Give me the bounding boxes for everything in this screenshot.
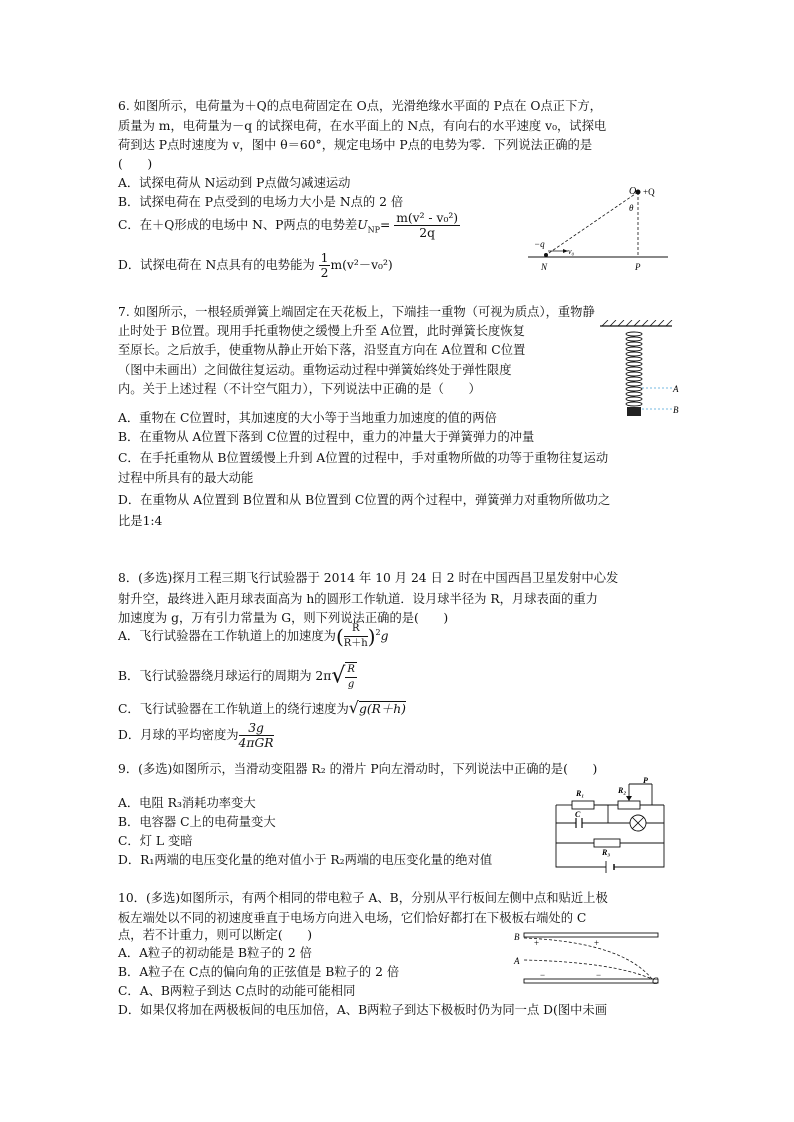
spring bbox=[626, 332, 642, 406]
q6-option-a: A．试探电荷从 N运动到 P点做匀减速运动 bbox=[118, 176, 351, 190]
q6-stem-line-3: 荷到达 P点时速度为 v，图中 θ＝60°，规定电场中 P点的电势为零．下列说法正确的是 bbox=[118, 138, 593, 152]
q6-option-c bbox=[118, 210, 460, 245]
label-r2: R₂ bbox=[618, 786, 627, 795]
q8-option-a-suffix: g bbox=[380, 629, 389, 644]
q8-option-d bbox=[118, 718, 274, 752]
q7-option-d-line-2: 比是1:4 bbox=[118, 514, 163, 528]
plus-sign-2: + bbox=[594, 938, 600, 948]
q7-stem-line-4: （图中未画出）之间做往复运动。重物运动过程中弹簧始终处于弹性限度 bbox=[118, 363, 512, 377]
q10-stem-line-3: 点，若不计重力，则可以断定( ) bbox=[118, 928, 313, 942]
q6-option-d-numerator: 1 bbox=[320, 251, 329, 265]
q8-option-c-text: C．飞行试验器在工作轨道上的绕行速度为 bbox=[118, 702, 349, 716]
q6-option-c-denominator: 2q bbox=[419, 226, 435, 240]
q6-option-c-sub: NP bbox=[367, 225, 380, 235]
label-v0: v₀ bbox=[568, 247, 575, 256]
label-o: O bbox=[629, 186, 637, 197]
q8-option-b-radical: √ bbox=[331, 663, 346, 689]
q7-option-d-line-1: D．在重物从 A位置到 B位置和从 B位置到 C位置的两个过程中，弹簧弹力对重物所做功之 bbox=[118, 493, 611, 507]
q8-option-d-numerator: 3g bbox=[239, 721, 274, 736]
label-c: C bbox=[652, 976, 659, 986]
q6-option-b: B．试探电荷在 P点受到的电场力大小是 N点的 2 倍 bbox=[118, 195, 404, 209]
q7-stem-line-5: 内。关于上述过程（不计空气阻力），下列说法中正确的是（ ） bbox=[118, 382, 481, 396]
label-minus-q: −q bbox=[534, 239, 545, 249]
point-charge-dot bbox=[636, 190, 641, 195]
rheostat-r2 bbox=[618, 801, 640, 809]
q8-option-a-text: A．飞行试验器在工作轨道上的加速度为 bbox=[118, 629, 336, 644]
ceiling-hatch bbox=[602, 320, 672, 326]
q6-option-d bbox=[118, 250, 393, 280]
q8-option-b-fraction bbox=[345, 662, 357, 692]
q8-option-b-numerator: R bbox=[345, 663, 357, 678]
label-theta: θ bbox=[629, 203, 634, 213]
q7-stem-line-2: 止时处于 B位置。现用手托重物使之缓慢上升至 A位置，此时弹簧长度恢复 bbox=[118, 324, 525, 338]
q6-figure bbox=[528, 180, 678, 276]
q8-stem-line-2: 射升空，最终进入距月球表面高为 h的圆形工作轨道．设月球半径为 R，月球表面的重力 bbox=[118, 592, 598, 606]
q6-option-d-text: D．试探电荷在 N点具有的电势能为 bbox=[118, 258, 315, 272]
q10-option-b: B．A粒子在 C点的偏向角的正弦值是 B粒子的 2 倍 bbox=[118, 965, 400, 979]
q8-option-a-fraction bbox=[344, 622, 368, 651]
q6-option-c-var: U bbox=[357, 218, 368, 232]
q8-option-b-text: B．飞行试验器绕月球运行的周期为 2π bbox=[118, 669, 332, 683]
q7-option-c-line-2: 过程中所具有的最大动能 bbox=[118, 471, 254, 485]
q8-option-d-fraction bbox=[239, 721, 274, 750]
q8-option-d-text: D．月球的平均密度为 bbox=[118, 728, 239, 742]
q7-option-b: B．在重物从 A位置下落到 C位置的过程中，重力的冲量大于弹簧弹力的冲量 bbox=[118, 430, 535, 444]
label-b: B bbox=[673, 405, 679, 415]
label-c: C bbox=[575, 810, 581, 819]
q7-option-a: A．重物在 C位置时，其加速度的大小等于当地重力加速度的值的两倍 bbox=[118, 411, 497, 425]
q9-stem: 9．(多选)如图所示，当滑动变阻器 R₂ 的滑片 P向左滑动时，下列说法中正确的是( ) bbox=[118, 762, 598, 776]
q8-option-a-exponent: 2 bbox=[375, 628, 381, 637]
label-a: A bbox=[514, 956, 520, 966]
q10-option-c: C．A、B两粒子到达 C点时的动能可能相同 bbox=[118, 984, 356, 998]
q8-option-b bbox=[118, 656, 357, 697]
minus-sign-1: − bbox=[540, 970, 546, 980]
minus-sign-2: − bbox=[596, 970, 602, 980]
q9-option-c: C．灯 L 变暗 bbox=[118, 834, 193, 848]
q8-stem-line-1: 8．(多选)探月工程三期飞行试验器于 2014 年 10 月 24 日 2 时在中国西昌卫星发射中心发 bbox=[118, 571, 619, 585]
q8-option-a-denominator: R＋h bbox=[343, 638, 368, 650]
q6-option-c-text: C．在＋Q形成的电场中 N、P两点的电势差 bbox=[118, 218, 358, 232]
q6-stem-line-2: 质量为 m，电荷量为－q 的试探电荷，在水平面上的 N点，有向右的水平速度 v₀，试探电 bbox=[118, 119, 607, 133]
q8-option-a-numerator: R bbox=[344, 622, 368, 637]
q7-option-c-line-1: C．在手托重物从 B位置缓慢上升到 A位置的过程中，手对重物所做的功等于重物往复运动 bbox=[118, 451, 609, 465]
q6-stem-line-1: 6. 如图所示，电荷量为＋Q的点电荷固定在 O点，光滑绝缘水平面的 P点在 O点正下方， bbox=[118, 99, 602, 113]
label-plus-q: +Q bbox=[643, 187, 655, 197]
test-charge-dot bbox=[544, 253, 548, 257]
label-r1: R₁ bbox=[576, 789, 585, 798]
oblique-dashed-line bbox=[546, 192, 638, 255]
label-a: A bbox=[673, 384, 679, 394]
q9-circuit bbox=[548, 777, 673, 875]
q8-option-c-radical: √ bbox=[348, 698, 359, 717]
q10-option-d: D．如果仅将加在两极板间的电压加倍，A、B两粒子到达下极板时仍为同一点 D(图中未画 bbox=[118, 1003, 608, 1017]
q6-option-c-eq: = bbox=[379, 218, 391, 232]
q6-option-d-denominator: 2 bbox=[320, 266, 329, 280]
q8-option-a-lparen: ( bbox=[335, 624, 344, 649]
plus-sign-1: + bbox=[534, 938, 540, 948]
q9-option-a: A．电阻 R₃消耗功率变大 bbox=[118, 796, 256, 810]
label-p: P bbox=[643, 777, 648, 785]
q6-stem-line-4: ( ) bbox=[118, 157, 153, 171]
q10-stem-line-2: 板左端处以不同的初速度垂直于电场方向进入电场，它们恰好都打在下极板右端处的 C bbox=[118, 911, 587, 925]
q8-option-d-denominator: 4πGR bbox=[238, 736, 274, 750]
q10-stem-line-1: 10．(多选)如图所示，有两个相同的带电粒子 A、B，分别从平行板间左侧中点和贴近上极 bbox=[118, 891, 608, 905]
label-b: B bbox=[514, 932, 520, 942]
q8-option-a-rparen: ) bbox=[367, 624, 376, 649]
upper-plate bbox=[524, 933, 658, 937]
q7-stem-line-1: 7. 如图所示，一根轻质弹簧上端固定在天花板上，下端挂一重物（可视为质点），重物静 bbox=[118, 305, 595, 319]
q6-option-d-fraction bbox=[319, 251, 331, 280]
q7-stem-line-3: 至原长。之后放手，使重物从静止开始下落，沿竖直方向在 A位置和 C位置 bbox=[118, 343, 526, 357]
q8-option-a bbox=[118, 616, 389, 654]
label-n: N bbox=[541, 262, 548, 272]
slider-p bbox=[626, 796, 632, 801]
q6-option-d-suffix: m(v²－v₀²) bbox=[330, 258, 393, 272]
label-r3: R₃ bbox=[602, 848, 611, 857]
q8-stem-line-3: 加速度为 g，万有引力常量为 G，则下列说法正确的是( ) bbox=[118, 611, 449, 625]
q10-figure bbox=[512, 928, 662, 988]
label-p: P bbox=[635, 262, 641, 272]
resistor-r3 bbox=[594, 839, 620, 847]
q9-option-b: B．电容器 C上的电荷量变大 bbox=[118, 815, 276, 829]
q6-option-c-fraction bbox=[394, 211, 460, 240]
weight-block bbox=[627, 407, 641, 416]
q7-figure bbox=[600, 320, 680, 430]
resistor-r1 bbox=[572, 801, 594, 809]
q10-option-a: A．A粒子的初动能是 B粒子的 2 倍 bbox=[118, 946, 312, 960]
q8-option-c bbox=[118, 697, 406, 720]
q6-option-c-numerator: m(v² - v₀²) bbox=[396, 211, 459, 225]
q9-option-d: D．R₁两端的电压变化量的绝对值小于 R₂两端的电压变化量的绝对值 bbox=[118, 853, 493, 867]
q8-option-b-denominator: g bbox=[347, 678, 355, 690]
q8-option-c-radicand: g(R＋h) bbox=[358, 702, 406, 716]
